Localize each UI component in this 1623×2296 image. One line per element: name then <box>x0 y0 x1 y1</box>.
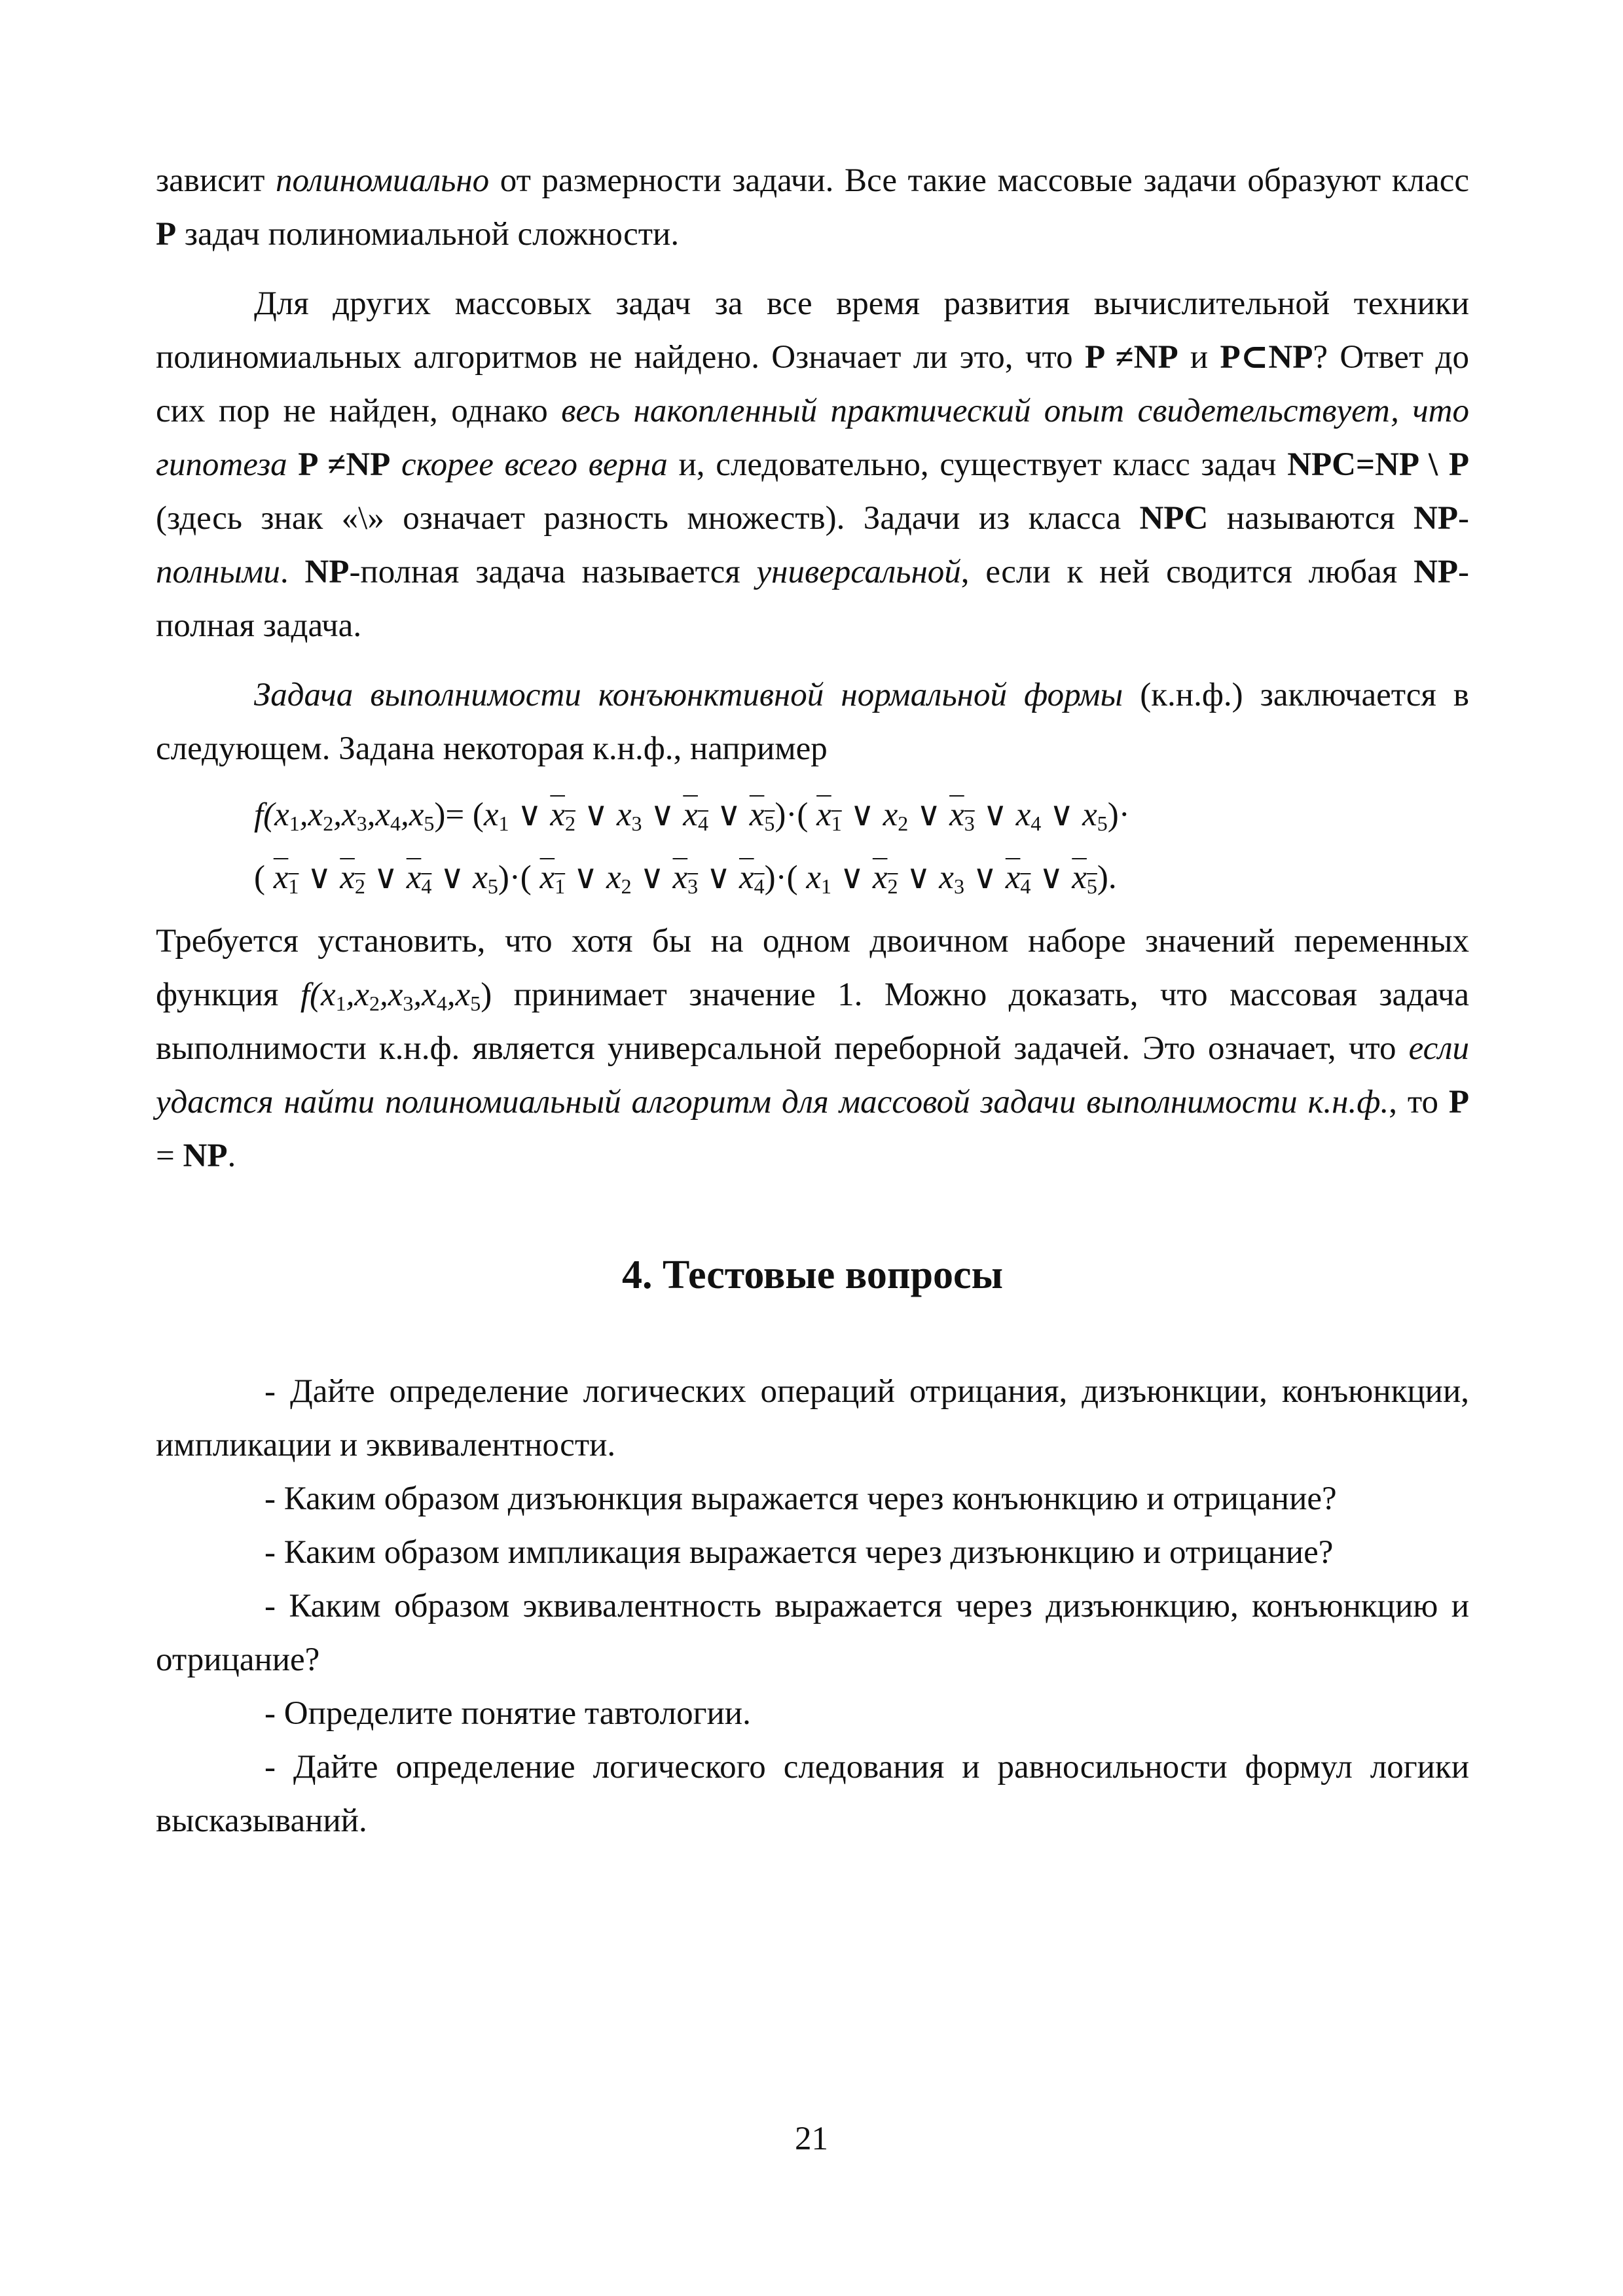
bold-term: P <box>1448 1084 1469 1121</box>
math-symbol: ,x <box>413 977 437 1013</box>
list-item: - Дайте определение логических операций отрицания, дизъюнкции, конъюнкции, импликации и эквивалентности. <box>156 1373 1469 1463</box>
question-list <box>156 1365 1469 1848</box>
emphasis-text: -полными <box>156 500 1469 590</box>
text: ? Ответ до сих пор не найден, однако <box>156 339 1469 429</box>
text: (здесь знак «\» означает разность множеств). Задачи из класса <box>156 500 1140 537</box>
math-symbol: ,x <box>447 977 471 1013</box>
text: принимает значение 1. Можно доказать, что массовая задача выполнимости к.н.ф. является универсальной переборной задачей. Это означает, что <box>156 977 1469 1067</box>
bold-term: NPC <box>1139 500 1209 537</box>
list-item: - Каким образом дизъюнкция выражается через конъюнкцию и отрицание? <box>264 1480 1337 1517</box>
cnf-formula-line-1: $f(x_1,x_2,x_3,x_4,x_5)= (x_1$ ∨ $x_2$ ∨ $x_3$ ∨ $x_4$ ∨ $x_5)\cdot$( $x_1$ ∨ $x_2$ ∨ $x_3$ ∨ $x_4$ ∨ $x_5)\cdot$ <box>254 797 1130 835</box>
math-symbol: f <box>300 977 310 1013</box>
section-title: 4. Тестовые вопросы <box>622 1253 1003 1297</box>
math-index: 4 <box>436 992 447 1015</box>
text: -полная задача. <box>156 554 1470 644</box>
math-symbol: ) <box>481 977 492 1013</box>
text: . <box>227 1138 236 1174</box>
emphasis-text: Задача выполнимости конъюнктивной нормальной формы <box>254 677 1123 713</box>
paragraph-p-class <box>156 154 1469 261</box>
text: и, следовательно, существует класс задач <box>667 446 1288 483</box>
math-index: 1 <box>335 992 346 1015</box>
emphasis-text: универсальной <box>756 554 961 590</box>
bold-term: P <box>156 216 177 253</box>
emphasis-text: скорее всего верна <box>390 446 668 483</box>
bold-term: NPC=NP \ P <box>1287 446 1469 483</box>
text: , то <box>1389 1084 1449 1121</box>
list-item: - Каким образом эквивалентность выражается через дизъюнкцию, конъюнкцию и отрицание? <box>156 1588 1469 1678</box>
math-index: 5 <box>470 992 481 1015</box>
text: -полная задача называется <box>349 554 757 590</box>
text: Для других массовых задач за все время развития вычислительной техники полиномиальных алгоритмов не найдено. Означает ли это, что <box>156 285 1469 376</box>
text: Требуется установить, что хотя бы на одном двоичном наборе значений переменных функция <box>156 923 1469 1013</box>
page-body <box>156 154 1469 1848</box>
text: задач полиномиальной сложности. <box>176 216 680 253</box>
bold-term: NP <box>1413 554 1459 590</box>
text: называются <box>1208 500 1414 537</box>
bold-term: P ≠NP <box>1084 339 1178 376</box>
text: = <box>156 1138 183 1174</box>
text: . <box>280 554 305 590</box>
list-item: - Каким образом импликация выражается через дизъюнкцию и отрицание? <box>264 1534 1334 1571</box>
bold-term: NP <box>1413 500 1459 537</box>
emphasis-text: если удастся найти полиномиальный алгоритм для массовой задачи выполнимости к.н.ф. <box>156 1030 1469 1121</box>
cnf-formula-line-2: ( $x_1$ ∨ $x_2$ ∨ $x_4$ ∨ $x_5)\cdot$( $x_1$ ∨ $x_2$ ∨ $x_3$ ∨ $x_4)\cdot$( $x_1$ ∨ $x_2$ ∨ $x_3$ ∨ $x_4$ ∨ $x_5$). <box>254 859 1117 898</box>
text: (к.н.ф.) заключается в следующем. Задана некоторая к.н.ф., например <box>156 677 1469 767</box>
bold-term: P ≠NP <box>298 446 391 483</box>
bold-term: NP <box>304 554 350 590</box>
bold-term: NP <box>183 1138 228 1174</box>
text: и <box>1178 339 1220 376</box>
text: , если к ней сводится любая <box>960 554 1414 590</box>
paragraph-cnf-universal <box>156 914 1469 1183</box>
math-symbol: (x <box>310 977 336 1013</box>
emphasis-text: полиномиально <box>276 162 490 199</box>
text: от размерности задачи. Все такие массовые задачи образуют класс <box>489 162 1469 199</box>
paragraph-np-hypothesis <box>156 277 1469 653</box>
math-symbol: ,x <box>380 977 403 1013</box>
math-index: 3 <box>403 992 414 1015</box>
list-item: - Определите понятие тавтологии. <box>264 1695 751 1732</box>
page-number: 21 <box>795 2121 828 2157</box>
list-item: - Дайте определение логического следования и равносильности формул логики высказываний. <box>156 1749 1469 1839</box>
math-index: 2 <box>369 992 380 1015</box>
text: зависит <box>156 162 276 199</box>
paragraph-cnf-intro <box>156 668 1469 776</box>
emphasis-text: весь накопленный практический опыт свидетельствует, что гипотеза <box>156 393 1469 483</box>
bold-term: P⊂NP <box>1220 339 1313 376</box>
math-symbol: ,x <box>346 977 370 1013</box>
